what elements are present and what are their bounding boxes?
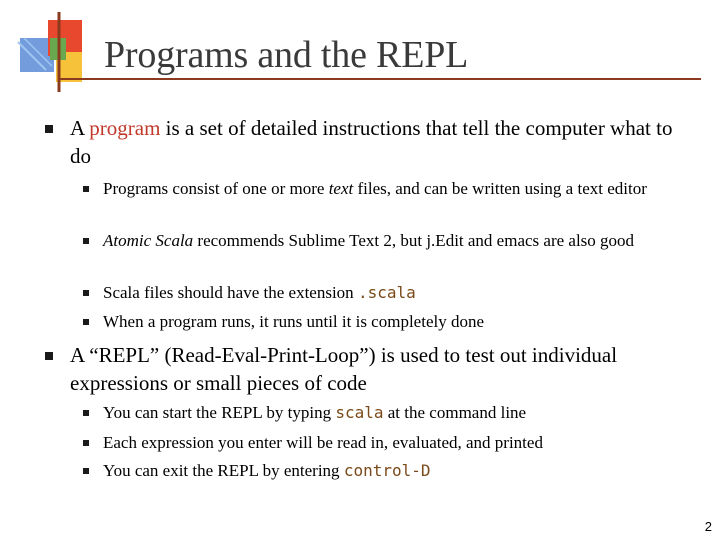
sub-bullet-square-icon	[83, 440, 89, 446]
sub-bullet-text: files, and can be written using a text editor	[353, 179, 647, 198]
sub-bullet-extension	[103, 281, 703, 304]
sub-bullet-text: Scala files should have the extension	[103, 283, 358, 302]
sub-bullet-text: at the command line	[383, 403, 527, 422]
italic-text: Atomic Scala	[103, 231, 194, 250]
sub-bullet-text: You can exit the REPL by entering	[103, 461, 344, 480]
page-number: 2	[704, 519, 712, 534]
sub-bullet-text-files	[103, 177, 703, 200]
bullet-program	[70, 114, 695, 170]
program-keyword: program	[89, 116, 161, 140]
sub-bullet-text: Programs consist of one or more	[103, 179, 329, 198]
bullet-square-icon	[45, 352, 53, 360]
bullet-text: A	[70, 116, 90, 140]
slide-title: Programs and the REPL	[104, 34, 469, 76]
bullet-square-icon	[45, 125, 53, 133]
code-extension: .scala	[357, 283, 416, 302]
sub-bullet-start-repl	[103, 401, 703, 424]
sub-bullet-expression	[103, 431, 703, 454]
sub-bullet-square-icon	[83, 290, 89, 296]
sub-bullet-square-icon	[83, 410, 89, 416]
bullet-text: is a set of detailed instructions that tell the computer what to do	[70, 116, 673, 168]
sub-bullet-text: recommends Sublime Text 2, but j.Edit and emacs are also good	[193, 231, 635, 250]
code-scala: scala	[335, 403, 384, 422]
sub-bullet-runs	[103, 310, 703, 333]
sub-bullet-square-icon	[83, 468, 89, 474]
italic-text: text	[328, 179, 354, 198]
sub-bullet-square-icon	[83, 186, 89, 192]
sub-bullet-text: Each expression you enter will be read in, evaluated, and printed	[103, 433, 543, 452]
sub-bullet-text: When a program runs, it runs until it is completely done	[103, 312, 485, 331]
bullet-repl: A “REPL” (Read-Eval-Print-Loop”) is used to test out individual expressions or small pieces of code	[70, 343, 618, 395]
sub-bullet-editors	[103, 229, 703, 252]
sub-bullet-square-icon	[83, 238, 89, 244]
sub-bullet-square-icon	[83, 319, 89, 325]
code-control-d: control-D	[343, 461, 431, 480]
sub-bullet-exit-repl	[103, 459, 703, 482]
sub-bullet-text: You can start the REPL by typing	[103, 403, 336, 422]
